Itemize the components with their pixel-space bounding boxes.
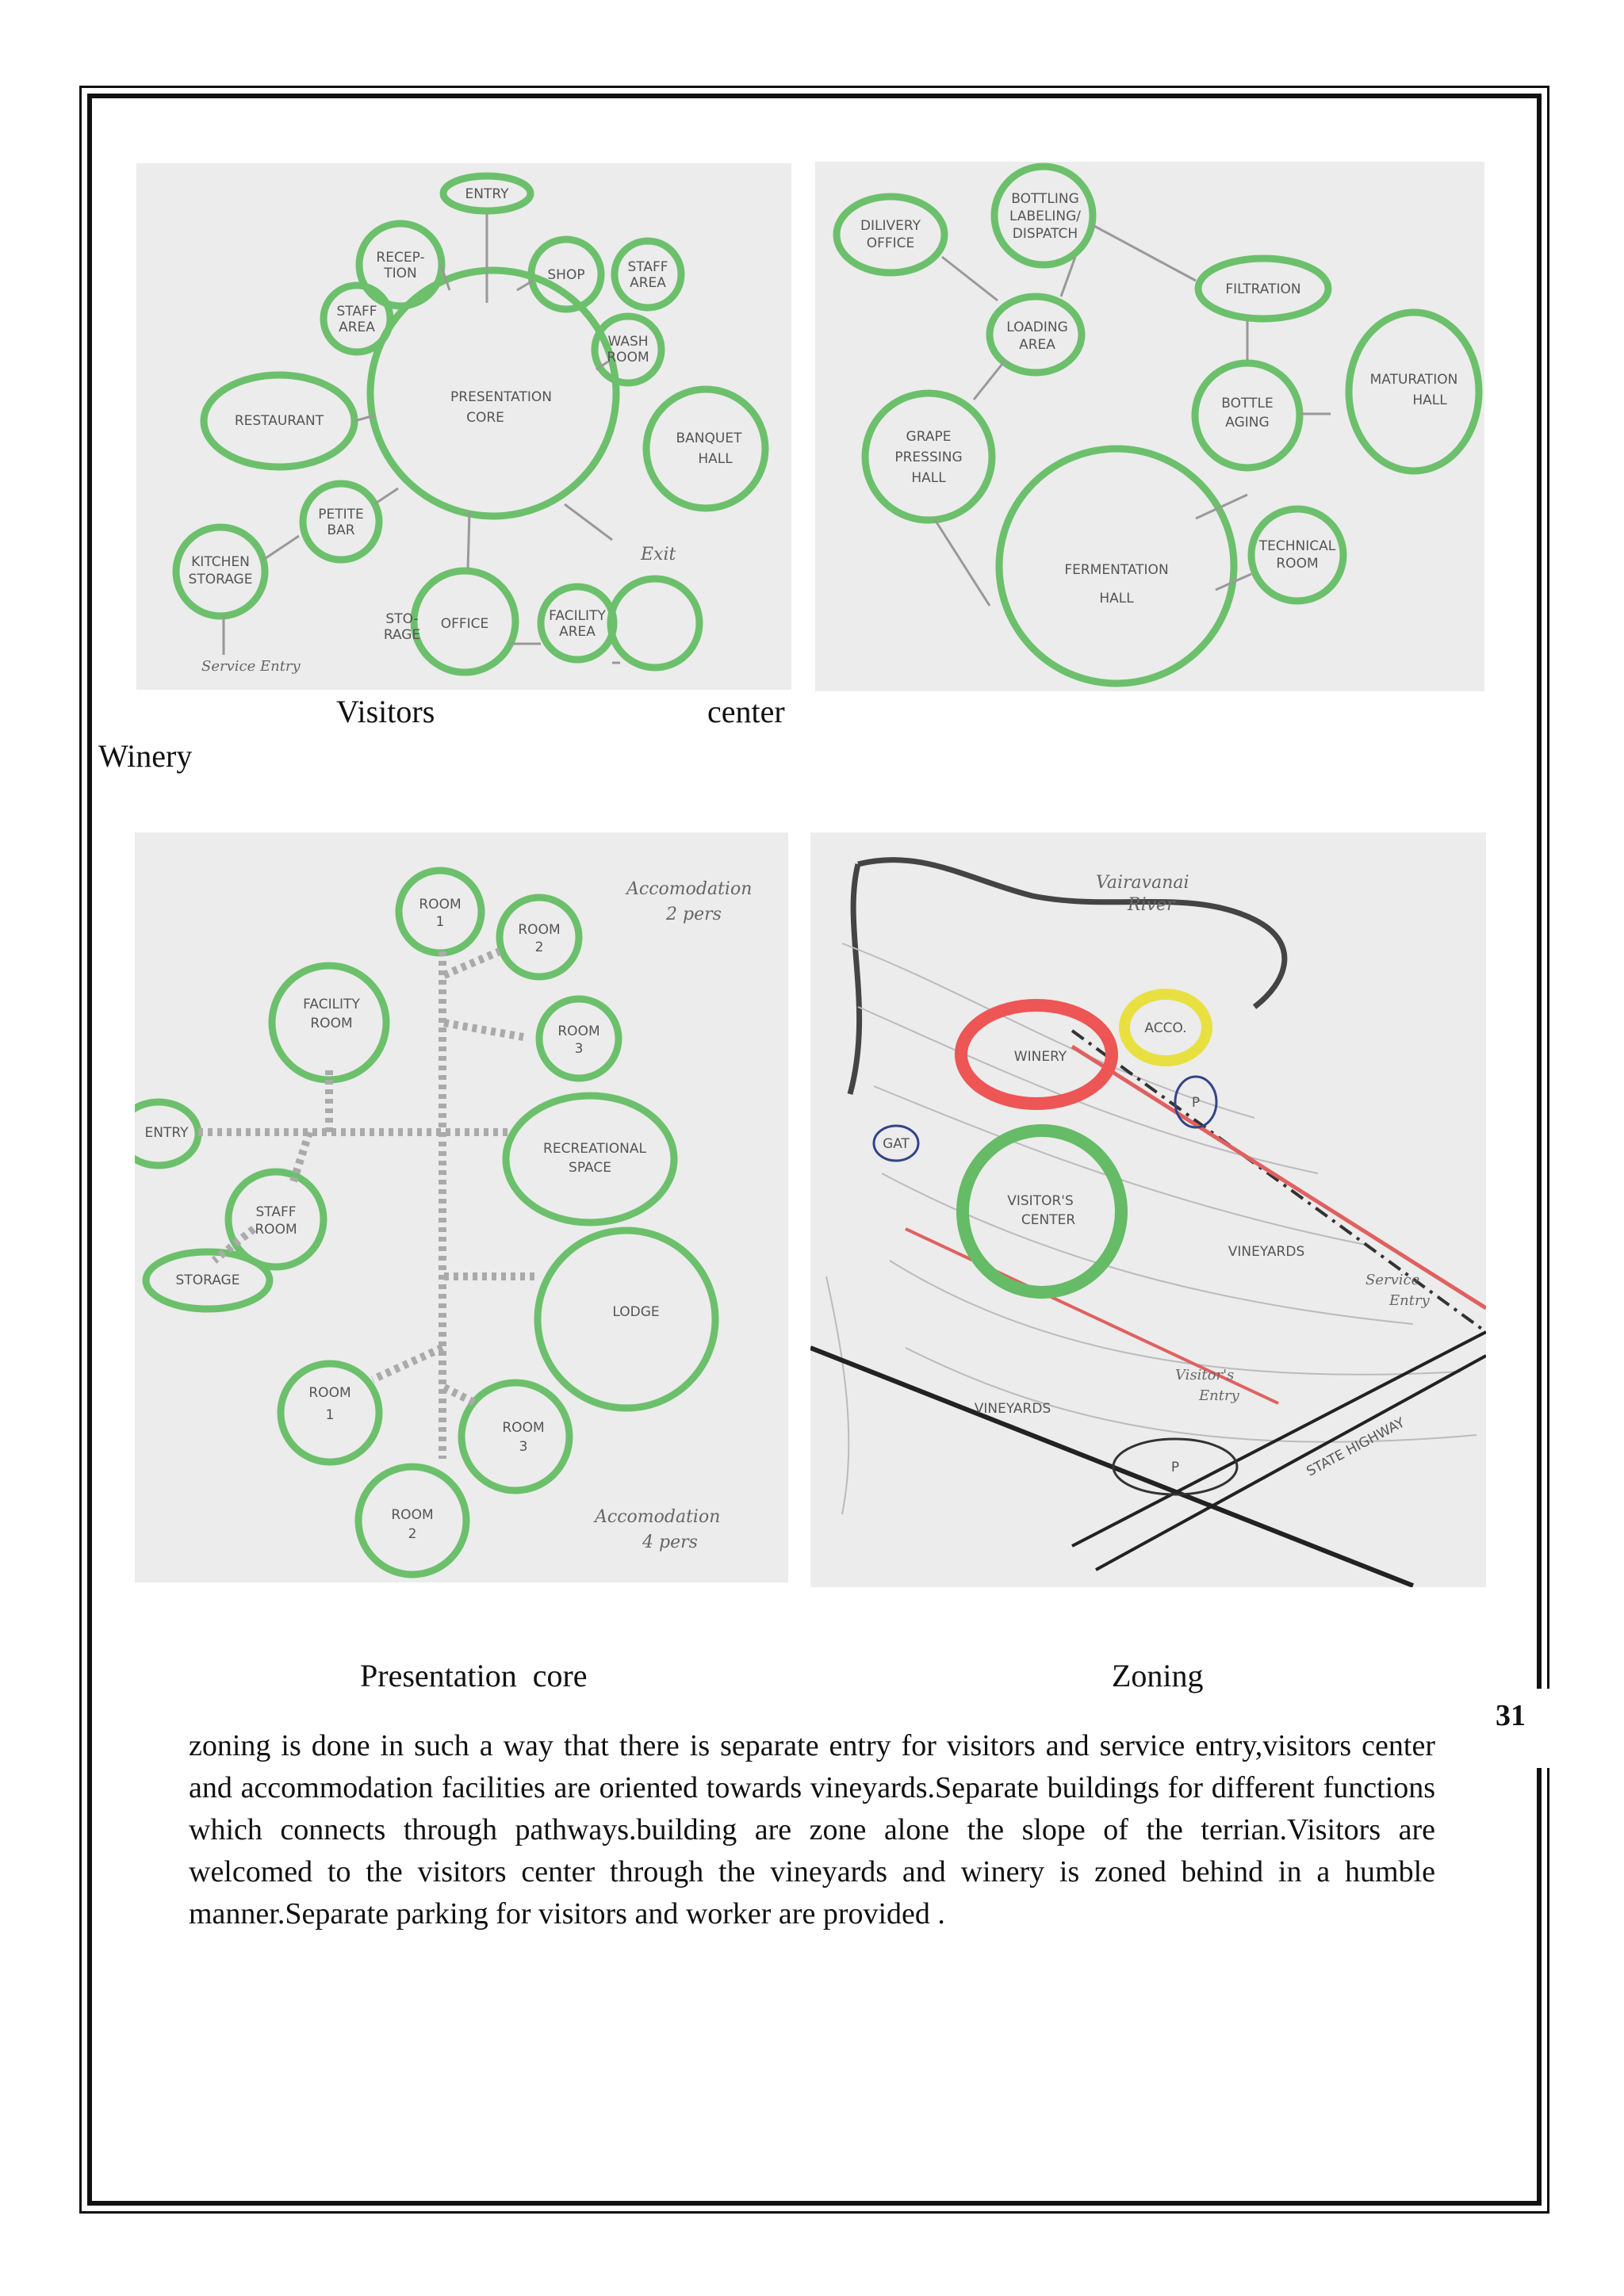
label-restaurant: RESTAURANT [234, 413, 324, 429]
label-technical: TECHNICAL [1258, 538, 1336, 554]
label-storage: STORAGE [175, 1272, 240, 1288]
label-visitors-entry: Visitor's [1175, 1367, 1235, 1383]
label-vineyards-2: VINEYARDS [974, 1401, 1051, 1417]
label-banquet: BANQUET [676, 430, 742, 446]
label-room1-bottom: ROOM [308, 1385, 351, 1401]
label-reception-2: TION [384, 266, 417, 281]
note-accommodation-bottom: Accomodation [595, 1507, 721, 1527]
label-parking-2: P [1170, 1460, 1180, 1475]
label-service-entry: Service Entry [201, 658, 301, 675]
label-entry: ENTRY [465, 186, 509, 202]
label-kitchen: KITCHEN [191, 554, 250, 570]
label-river-2: River [1128, 895, 1175, 915]
zoning-sketch [810, 832, 1486, 1587]
label-service-entry: Service [1365, 1272, 1420, 1288]
label-fermentation-2: HALL [1099, 591, 1134, 607]
label-bottling-3: DISPATCH [1012, 226, 1078, 242]
zoning-svg [810, 832, 1486, 1587]
label-recreational: RECREATIONAL [543, 1141, 646, 1157]
caption-winery: Winery [98, 738, 193, 774]
label-room3-bottom: ROOM [502, 1420, 545, 1436]
label-staff-area-right-2: AREA [630, 275, 666, 291]
label-filtration: FILTRATION [1225, 281, 1301, 297]
label-staff-room-2: ROOM [255, 1222, 297, 1238]
label-facility-room: FACILITY [303, 997, 360, 1012]
label-grape-2: PRESSING [894, 450, 963, 465]
label-staff-area-left: STAFF [336, 304, 377, 320]
winery-sketch [815, 162, 1484, 691]
note-accommodation-top-2: 2 pers [666, 905, 722, 924]
label-grape-3: HALL [911, 470, 946, 486]
label-room2-bottom: ROOM [391, 1507, 434, 1523]
caption-zoning: Zoning [1112, 1658, 1204, 1693]
accommodation-sketch [135, 832, 788, 1582]
label-river: Vairavanai [1096, 873, 1189, 893]
winery-svg [815, 162, 1484, 691]
label-bottle-aging-2: AGING [1225, 415, 1270, 430]
label-room2-top-n: 2 [534, 939, 544, 955]
label-petite-bar-2: BAR [327, 522, 355, 538]
label-grape: GRAPE [906, 429, 952, 445]
label-staff-area-right: STAFF [627, 259, 668, 275]
label-kitchen-2: STORAGE [188, 572, 253, 587]
label-wash-room-2: ROOM [607, 350, 649, 365]
label-room3-bottom-n: 3 [519, 1439, 528, 1455]
label-room1-bottom-n: 1 [325, 1407, 335, 1423]
label-maturation: MATURATION [1369, 372, 1458, 388]
caption-presentation-core: Presentation core [360, 1658, 588, 1693]
label-shop: SHOP [547, 267, 585, 283]
border-gap [1530, 1689, 1562, 1768]
label-facility-area-2: AREA [559, 624, 596, 640]
caption-center: center [707, 694, 785, 729]
label-state-highway: STATE HIGHWAY [1304, 1414, 1408, 1480]
zoning-description: zoning is done in such a way that there is separate entry for visitors and service entry,visitors center and accommodation facilities are oriented towards vineyards.Separate buildings for different functions which connects through pathways.building are zone alone the slope of the terrian.Visitors are welcomed to the visitors center through the vineyards and winery is zoned behind in a humble manner.Separate parking for visitors and worker are provided . [189, 1729, 1435, 1931]
label-storage-2: RAGE [383, 627, 421, 643]
label-petite-bar: PETITE [318, 507, 364, 522]
label-visitors-center: VISITOR'S [1007, 1193, 1074, 1209]
label-delivery-2: OFFICE [866, 235, 915, 251]
label-room3-top-n: 3 [574, 1041, 584, 1057]
label-maturation-2: HALL [1412, 392, 1447, 408]
label-parking-1: P [1191, 1095, 1201, 1111]
label-staff-area-left-2: AREA [339, 320, 375, 335]
label-recreational-2: SPACE [569, 1160, 611, 1176]
label-winery: WINERY [1013, 1049, 1067, 1065]
label-visitors-center-2: CENTER [1021, 1212, 1076, 1228]
label-presentation-core: PRESENTATION [450, 389, 552, 405]
label-banquet-2: HALL [698, 451, 733, 467]
label-room2-top: ROOM [518, 922, 561, 938]
accommodation-svg [135, 832, 788, 1582]
label-facility-room-2: ROOM [310, 1016, 353, 1031]
label-lodge: LODGE [612, 1304, 660, 1320]
label-vineyards-1: VINEYARDS [1228, 1244, 1305, 1260]
label-facility-area: FACILITY [549, 608, 606, 624]
label-gate: GAT [883, 1136, 910, 1152]
label-bottling-2: LABELING/ [1009, 209, 1081, 224]
label-service-entry-2: Entry [1389, 1292, 1430, 1309]
page-number: 31 [1496, 1699, 1526, 1732]
note-accommodation-bottom-2: 4 pers [642, 1533, 698, 1552]
label-wash-room: WASH [607, 334, 649, 350]
label-delivery: DILIVERY [860, 218, 921, 234]
label-exit: Exit [641, 545, 676, 564]
label-office: OFFICE [440, 616, 489, 632]
label-room1-top-n: 1 [435, 914, 445, 930]
caption-visitors: Visitors [336, 694, 435, 729]
label-room2-bottom-n: 2 [408, 1526, 417, 1542]
note-accommodation-top: Accomodation [626, 879, 753, 899]
label-acco: ACCO. [1144, 1020, 1187, 1036]
label-loading-2: AREA [1019, 337, 1055, 353]
label-staff-room: STAFF [255, 1204, 297, 1220]
label-entry: ENTRY [144, 1125, 189, 1141]
label-storage: STO- [385, 611, 419, 627]
visitors-center-sketch [136, 163, 791, 690]
label-visitors-entry-2: Entry [1199, 1387, 1239, 1404]
label-presentation-core-2: CORE [466, 410, 504, 426]
label-room1-top: ROOM [419, 897, 462, 913]
label-room3-top: ROOM [557, 1024, 600, 1039]
label-technical-2: ROOM [1276, 556, 1319, 572]
visitors-center-svg [136, 163, 791, 690]
label-reception: RECEP- [376, 250, 425, 266]
label-bottling: BOTTLING [1011, 191, 1079, 207]
label-bottle-aging: BOTTLE [1221, 396, 1274, 411]
label-loading: LOADING [1006, 320, 1068, 335]
label-fermentation: FERMENTATION [1064, 562, 1169, 578]
